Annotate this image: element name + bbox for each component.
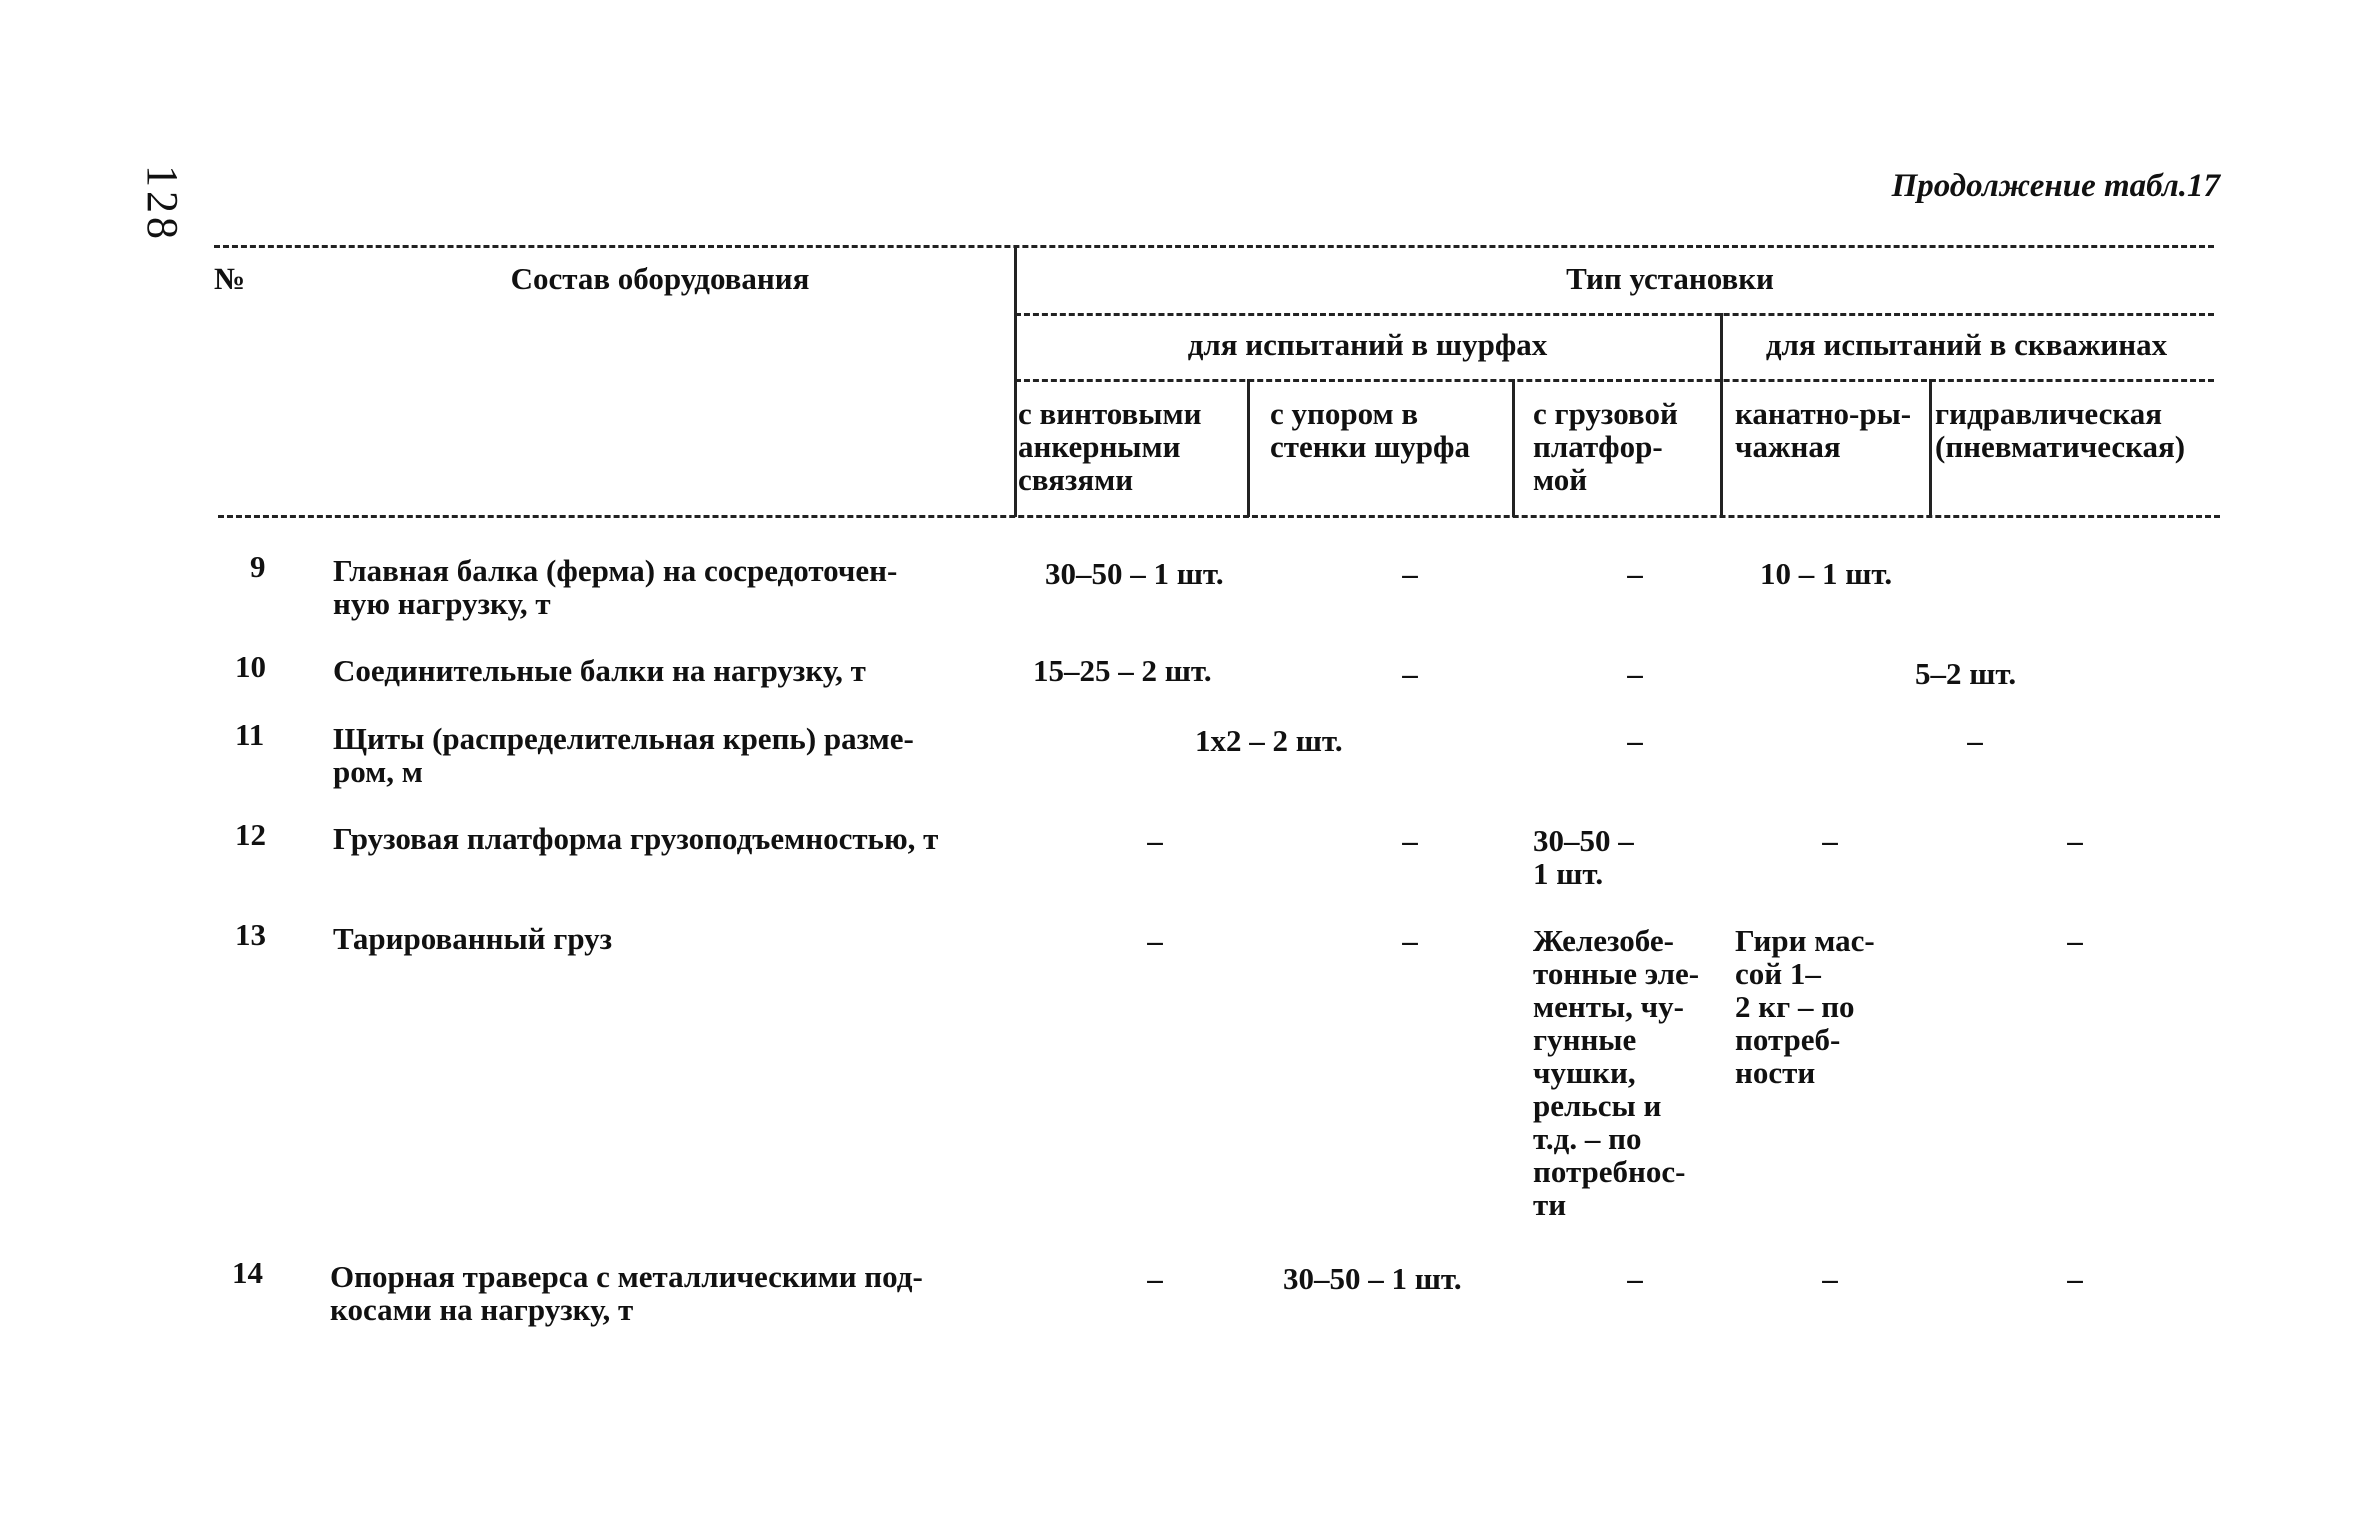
cell-screw: –	[1147, 923, 1163, 958]
text-line: потребнос-	[1533, 1154, 1686, 1189]
cell-rope	[1735, 924, 1875, 1089]
table-caption: Продолжение табл.17	[1891, 168, 2220, 204]
text-line: менты, чу-	[1533, 989, 1684, 1024]
header-wells-group: для испытаний в скважинах	[1765, 327, 2168, 362]
install-type-rule	[1015, 313, 2214, 316]
cell-wells: 5–2 шт.	[1915, 656, 2017, 691]
text-line: потреб-	[1735, 1022, 1841, 1057]
text-line: Щиты (распределительная крепь) разме-	[333, 721, 914, 756]
text-line: мой	[1533, 462, 1588, 497]
text-line: рельсы и	[1533, 1088, 1662, 1123]
text-line: (пневматическая)	[1935, 429, 2186, 464]
text-line: анкерными	[1018, 429, 1181, 464]
cell-wells: 10 – 1 шт.	[1760, 556, 1893, 591]
text-line: Опорная траверса с металлическими под-	[330, 1259, 923, 1294]
cell-wall: –	[1402, 556, 1418, 591]
text-line: Гири мас-	[1735, 923, 1875, 958]
cell-platform: –	[1627, 556, 1643, 591]
cell-platform: –	[1627, 656, 1643, 691]
text-line: ти	[1533, 1187, 1567, 1222]
row-num: 13	[235, 917, 266, 952]
cell-screw: –	[1147, 823, 1163, 858]
page-number: 128	[138, 165, 187, 243]
text-line: тонные эле-	[1533, 956, 1700, 991]
table-top-rule	[214, 245, 2214, 248]
cell-hydraulic: –	[2067, 1261, 2083, 1296]
header-pits-group: для испытаний в шурфах	[1187, 327, 1548, 362]
cell-rope: –	[1822, 823, 1838, 858]
row-num: 14	[232, 1255, 263, 1290]
cell-wall: –	[1402, 656, 1418, 691]
text-line: связями	[1018, 462, 1134, 497]
text-line: косами на нагрузку, т	[330, 1292, 634, 1327]
cell-screw: 15–25 – 2 шт.	[1033, 653, 1212, 688]
text-line: сой 1–	[1735, 956, 1821, 991]
row-name	[333, 654, 866, 687]
text-line: Главная балка (ферма) на сосредоточен-	[333, 553, 898, 588]
cell-platform	[1533, 924, 1699, 1221]
text-line: ности	[1735, 1055, 1816, 1090]
cell-wall: –	[1402, 823, 1418, 858]
cell-platform: –	[1627, 1261, 1643, 1296]
text-line: Соединительные балки на нагрузку, т	[333, 653, 866, 688]
column-divider	[1720, 313, 1723, 517]
cell-hydraulic: –	[2067, 923, 2083, 958]
text-line: с винтовыми	[1018, 396, 1202, 431]
cell-platform: –	[1627, 723, 1643, 758]
cell-wall: 30–50 – 1 шт.	[1283, 1261, 1462, 1296]
row-num: 10	[235, 649, 266, 684]
cell-platform	[1533, 824, 1634, 890]
header-col-rope	[1735, 397, 1911, 463]
text-line: гунные	[1533, 1022, 1637, 1057]
text-line: стенки шурфа	[1270, 429, 1470, 464]
header-equipment: Состав оборудования	[510, 261, 810, 296]
text-line: с упором в	[1270, 396, 1419, 431]
cell-screw-wall: 1x2 – 2 шт.	[1195, 723, 1343, 758]
text-line: Тарированный груз	[333, 921, 613, 956]
header-install-type: Тип установки	[1566, 261, 1774, 296]
cell-rope: –	[1822, 1261, 1838, 1296]
column-divider	[1247, 379, 1250, 517]
text-line: с грузовой	[1533, 396, 1678, 431]
text-line: платфор-	[1533, 429, 1663, 464]
text-line: гидравлическая	[1935, 396, 2162, 431]
header-num: №	[214, 261, 246, 296]
text-line: Грузовая платформа грузоподъемностью, т	[333, 821, 939, 856]
text-line: т.д. – по	[1533, 1121, 1642, 1156]
text-line: 1 шт.	[1533, 856, 1604, 891]
header-col-hydraulic	[1935, 397, 2185, 463]
cell-hydraulic: –	[2067, 823, 2083, 858]
header-col-wall	[1270, 397, 1470, 463]
column-divider	[1512, 379, 1515, 517]
subgroup-rule	[1015, 379, 2214, 382]
cell-screw: 30–50 – 1 шт.	[1045, 556, 1224, 591]
text-line: канатно-ры-	[1735, 396, 1912, 431]
header-col-screw	[1018, 397, 1201, 496]
row-num: 12	[235, 817, 266, 852]
row-name	[333, 922, 612, 955]
cell-wall: –	[1402, 923, 1418, 958]
header-col-platform	[1533, 397, 1678, 496]
row-name	[333, 822, 938, 855]
header-bottom-rule	[218, 515, 2220, 518]
row-name	[330, 1260, 923, 1326]
text-line: ную нагрузку, т	[333, 586, 551, 621]
text-line: чажная	[1735, 429, 1841, 464]
text-line: чушки,	[1533, 1055, 1636, 1090]
cell-wells: –	[1967, 723, 1983, 758]
cell-screw: –	[1147, 1261, 1163, 1296]
text-line: 2 кг – по	[1735, 989, 1855, 1024]
text-line: 30–50 –	[1533, 823, 1634, 858]
column-divider	[1014, 245, 1017, 517]
row-name	[333, 554, 897, 620]
text-line: Железобе-	[1533, 923, 1674, 958]
text-line: ром, м	[333, 754, 423, 789]
row-name	[333, 722, 914, 788]
column-divider	[1929, 379, 1932, 517]
row-num: 11	[235, 717, 265, 752]
row-num: 9	[250, 549, 266, 584]
